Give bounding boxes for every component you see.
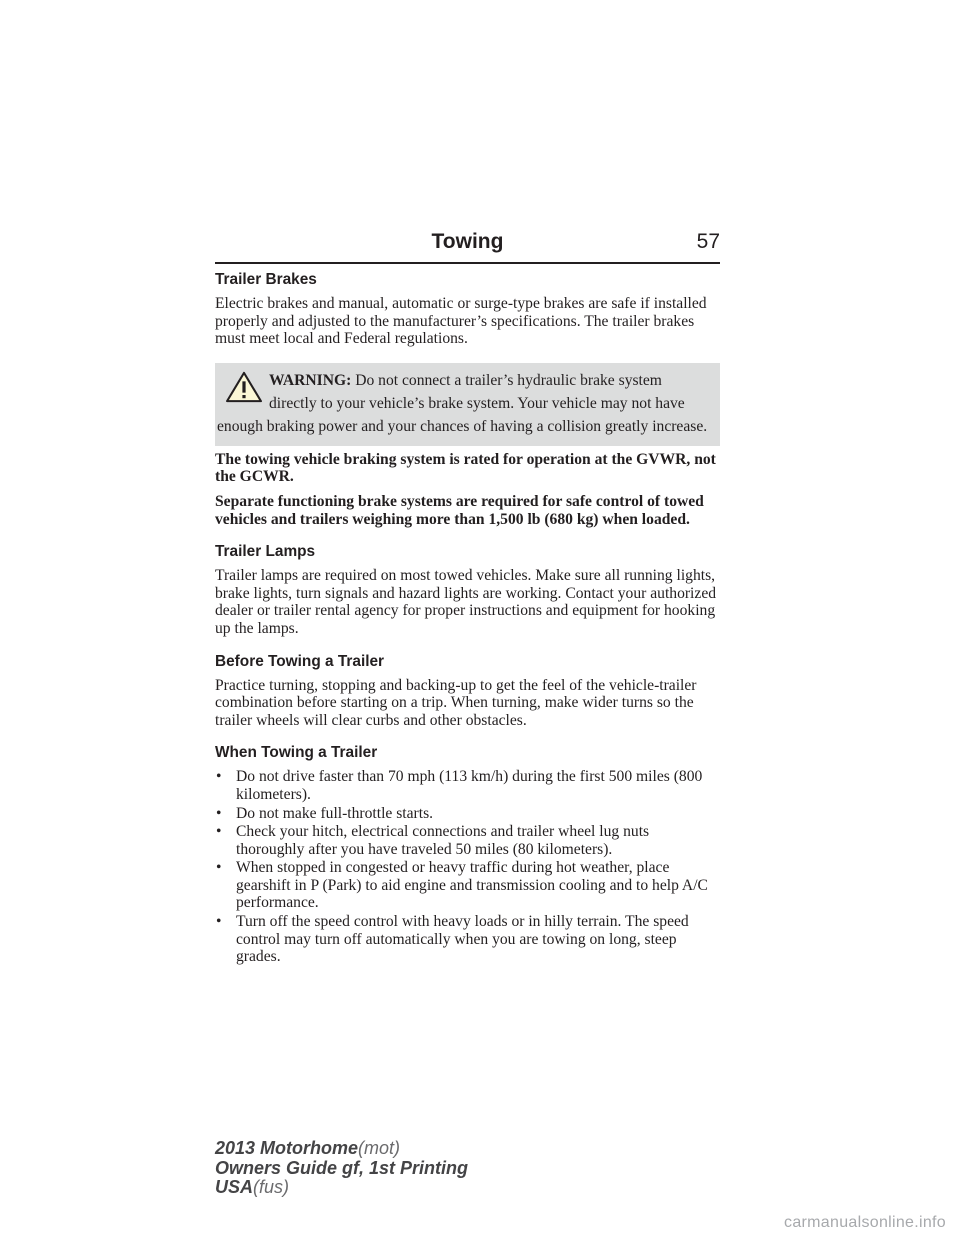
list-item bbox=[215, 805, 720, 823]
warning-text-rest: enough braking power and your chances of having a collision greatly increase. bbox=[217, 417, 708, 435]
list-item-text: Do not drive faster than 70 mph (113 km/h) during the first 500 miles (800 kilometers). bbox=[236, 768, 703, 803]
footer-market-code: (fus) bbox=[253, 1177, 290, 1197]
paragraph-trailer-lamps: Trailer lamps are required on most towed vehicles. Make sure all running lights, brake lights, turn signals and hazard lights are working. Contact your authorized dealer or trailer rental agency for proper instructions and equipment for hooking up the lamps. bbox=[215, 567, 717, 637]
footer-model-code: (mot) bbox=[358, 1138, 401, 1158]
watermark: carmanualsonline.info bbox=[784, 1214, 946, 1231]
list-item-text: When stopped in congested or heavy traffic during hot weather, place gearshift in P (Park) to aid engine and transmission cooling and to help A/C performance. bbox=[236, 859, 708, 912]
heading-trailer-brakes: Trailer Brakes bbox=[215, 271, 317, 288]
list-item bbox=[215, 768, 720, 803]
warning-line1: Do not connect a trailer’s hydraulic brake system bbox=[355, 371, 662, 389]
warning-label: WARNING: bbox=[269, 371, 352, 389]
page-number: 57 bbox=[696, 230, 720, 253]
bold-note-gvwr: The towing vehicle braking system is rated for operation at the GVWR, not the GCWR. bbox=[215, 450, 716, 486]
warning-triangle-icon bbox=[225, 371, 263, 403]
heading-when-towing: When Towing a Trailer bbox=[215, 744, 378, 762]
page-title: Towing bbox=[431, 230, 504, 253]
heading-trailer-lamps: Trailer Lamps bbox=[215, 543, 316, 561]
bullet-icon: • bbox=[216, 804, 222, 822]
bullet-icon: • bbox=[216, 768, 222, 786]
paragraph-before-towing: Practice turning, stopping and backing-up to get the feel of the vehicle-trailer combination before starting on a trip. When turning, make wider turns so the trailer wheels will clear curbs and other obstacles. bbox=[215, 676, 697, 729]
list-item bbox=[215, 913, 720, 966]
warning-text-first bbox=[217, 369, 716, 415]
list-item bbox=[215, 823, 720, 858]
warning-box bbox=[215, 363, 720, 446]
page-footer bbox=[215, 1139, 468, 1198]
warning-line2: directly to your vehicle’s brake system. Your vehicle may not have bbox=[269, 394, 685, 412]
list-item-text: Do not make full-throttle starts. bbox=[236, 804, 434, 822]
footer-market: USA bbox=[215, 1177, 254, 1197]
list-item-text: Turn off the speed control with heavy loads or in hilly terrain. The speed control may turn off automatically when you are towing on long, steep grades. bbox=[236, 913, 689, 966]
bold-note-brake-systems: Separate functioning brake systems are required for safe control of towed vehicles and trailers weighing more than 1,500 lb (680 kg) when loaded. bbox=[215, 492, 704, 528]
bullet-icon: • bbox=[216, 913, 222, 931]
heading-before-towing: Before Towing a Trailer bbox=[215, 652, 385, 670]
list-item bbox=[215, 859, 720, 912]
footer-guide: Owners Guide gf, 1st Printing bbox=[215, 1157, 469, 1178]
footer-model: 2013 Motorhome bbox=[215, 1138, 359, 1158]
paragraph-trailer-brakes: Electric brakes and manual, automatic or surge-type brakes are safe if installed properly and adjusted to the manufacturer’s specifications. The trailer brakes must meet local and Federal regulations. bbox=[215, 295, 707, 348]
page-content bbox=[215, 270, 720, 967]
bullet-icon: • bbox=[216, 859, 222, 877]
when-towing-list bbox=[215, 768, 720, 966]
page-header bbox=[215, 228, 720, 264]
bullet-icon: • bbox=[216, 823, 222, 841]
list-item-text: Check your hitch, electrical connections and trailer wheel lug nuts thoroughly after you have traveled 50 miles (80 kilometers). bbox=[236, 823, 650, 858]
